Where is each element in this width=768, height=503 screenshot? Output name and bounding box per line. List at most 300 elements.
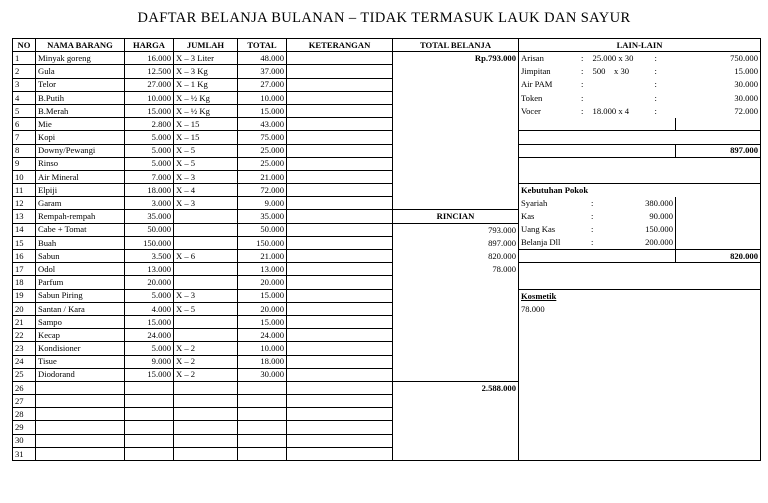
row-no: 21 (13, 315, 36, 328)
lain-value: 30.000 (676, 91, 761, 104)
table-row (13, 447, 761, 460)
row-harga (125, 421, 174, 434)
row-nama: Downy/Pewangi (36, 144, 125, 157)
row-total: 10.000 (238, 342, 287, 355)
lain-item-sep: : (581, 53, 584, 64)
row-total: 15.000 (238, 104, 287, 117)
lain-label (519, 91, 591, 104)
total-belanja-blank (393, 395, 519, 408)
row-keterangan (287, 302, 393, 315)
header-row (13, 39, 761, 52)
row-keterangan (287, 329, 393, 342)
lain-blank (519, 329, 761, 342)
row-no: 23 (13, 342, 36, 355)
row-total: 35.000 (238, 210, 287, 223)
row-total: 9.000 (238, 197, 287, 210)
row-keterangan (287, 368, 393, 381)
row-nama: Kecap (36, 329, 125, 342)
header-total: TOTAL (238, 39, 287, 52)
row-keterangan (287, 236, 393, 249)
row-total: 15.000 (238, 315, 287, 328)
document-title: DAFTAR BELANJA BULANAN – TIDAK TERMASUK LAUK DAN SAYUR (137, 10, 631, 26)
row-harga: 50.000 (125, 223, 174, 236)
row-jumlah (174, 395, 238, 408)
row-keterangan (287, 434, 393, 447)
row-jumlah: X – 3 (174, 289, 238, 302)
row-harga: 5.000 (125, 144, 174, 157)
row-no: 5 (13, 104, 36, 117)
row-total: 24.000 (238, 329, 287, 342)
row-total: 72.000 (238, 184, 287, 197)
row-harga: 27.000 (125, 78, 174, 91)
lain-label (519, 52, 591, 65)
lain-blank (676, 197, 761, 210)
table-row (13, 91, 761, 104)
total-belanja-value: Rp.793.000 (393, 52, 519, 65)
table-row (13, 250, 761, 263)
total-belanja-blank (393, 355, 519, 368)
row-total: 37.000 (238, 65, 287, 78)
row-no: 26 (13, 381, 36, 394)
row-keterangan (287, 421, 393, 434)
kebutuhan-value: 200.000 (645, 237, 673, 248)
kebutuhan-label: Kas (521, 211, 535, 222)
lain-blank (519, 355, 761, 368)
row-keterangan (287, 408, 393, 421)
row-keterangan (287, 118, 393, 131)
lain-item-sep2: : (654, 66, 657, 77)
kebutuhan-sep: : (591, 198, 594, 209)
row-jumlah: X – 15 (174, 118, 238, 131)
table-row (13, 381, 761, 394)
row-harga: 5.000 (125, 131, 174, 144)
row-harga (125, 395, 174, 408)
row-jumlah (174, 263, 238, 276)
row-nama: Telor (36, 78, 125, 91)
lain-blank (519, 421, 761, 434)
kebutuhan-value: 90.000 (649, 211, 673, 222)
row-jumlah (174, 315, 238, 328)
row-keterangan (287, 395, 393, 408)
lain-item-detail: 25.000 x 30 (592, 53, 634, 64)
total-belanja-blank (393, 91, 519, 104)
total-belanja-blank (393, 434, 519, 447)
row-keterangan (287, 197, 393, 210)
total-belanja-blank (393, 408, 519, 421)
row-jumlah: X – 4 (174, 184, 238, 197)
row-nama (36, 381, 125, 394)
table-row (13, 223, 761, 236)
row-harga: 18.000 (125, 184, 174, 197)
header-lain-lain: LAIN-LAIN (519, 39, 761, 52)
kebutuhan-sep: : (591, 237, 594, 248)
row-harga: 5.000 (125, 342, 174, 355)
header-keterangan: KETERANGAN (287, 39, 393, 52)
table-row (13, 197, 761, 210)
lain-detail (591, 104, 676, 117)
row-harga: 13.000 (125, 263, 174, 276)
total-belanja-blank (393, 276, 519, 289)
row-harga: 15.000 (125, 368, 174, 381)
row-no: 20 (13, 302, 36, 315)
row-jumlah: X – 1 Kg (174, 78, 238, 91)
row-total (238, 395, 287, 408)
row-keterangan (287, 210, 393, 223)
total-belanja-blank (393, 315, 519, 328)
table-row (13, 302, 761, 315)
row-nama: Sabun (36, 250, 125, 263)
total-belanja-blank (393, 170, 519, 183)
rincian-item: 793.000 (393, 223, 519, 236)
row-harga (125, 434, 174, 447)
total-belanja-blank (393, 342, 519, 355)
lain-detail (591, 91, 676, 104)
row-jumlah (174, 408, 238, 421)
row-jumlah: X – 3 Kg (174, 65, 238, 78)
kebutuhan-title: Kebutuhan Pokok (519, 184, 761, 197)
row-jumlah: X – 5 (174, 157, 238, 170)
total-belanja-blank (393, 421, 519, 434)
row-harga: 10.000 (125, 91, 174, 104)
row-no: 27 (13, 395, 36, 408)
lain-item-detail: 18.000 x 4 (592, 105, 630, 116)
total-belanja-blank (393, 104, 519, 117)
lain-item-sep: : (581, 105, 584, 116)
kosmetik-title: Kosmetik (519, 289, 761, 302)
row-no: 14 (13, 223, 36, 236)
row-nama (36, 434, 125, 447)
lain-blank (519, 447, 761, 460)
row-jumlah: X – 3 (174, 170, 238, 183)
row-harga: 4.000 (125, 302, 174, 315)
row-total: 43.000 (238, 118, 287, 131)
row-no: 8 (13, 144, 36, 157)
kebutuhan-total: 820.000 (676, 250, 761, 263)
row-no: 4 (13, 91, 36, 104)
lain-blank (519, 250, 676, 263)
row-harga (125, 408, 174, 421)
header-harga: HARGA (125, 39, 174, 52)
lain-item-sep2: : (654, 79, 657, 90)
kebutuhan-item (519, 197, 676, 210)
row-harga: 5.000 (125, 157, 174, 170)
row-no: 2 (13, 65, 36, 78)
row-harga: 150.000 (125, 236, 174, 249)
table-row (13, 329, 761, 342)
row-harga: 15.000 (125, 315, 174, 328)
row-no: 24 (13, 355, 36, 368)
lain-item-label: Jimpitan (521, 66, 551, 77)
row-total: 48.000 (238, 52, 287, 65)
row-harga: 2.800 (125, 118, 174, 131)
row-keterangan (287, 104, 393, 117)
lain-blank (676, 210, 761, 223)
lain-detail (591, 52, 676, 65)
row-total: 20.000 (238, 276, 287, 289)
lain-blank (519, 157, 761, 170)
row-harga: 35.000 (125, 210, 174, 223)
row-no: 18 (13, 276, 36, 289)
table-row (13, 170, 761, 183)
row-no: 10 (13, 170, 36, 183)
row-nama: B.Merah (36, 104, 125, 117)
lain-label (519, 65, 591, 78)
row-jumlah: X – 6 (174, 250, 238, 263)
row-keterangan (287, 223, 393, 236)
row-no: 12 (13, 197, 36, 210)
row-no: 31 (13, 447, 36, 460)
lain-subtotal: 897.000 (676, 144, 761, 157)
row-total (238, 381, 287, 394)
table-row (13, 236, 761, 249)
total-belanja-blank (393, 289, 519, 302)
row-keterangan (287, 78, 393, 91)
row-harga: 5.000 (125, 289, 174, 302)
kebutuhan-label: Uang Kas (521, 224, 556, 235)
row-no: 19 (13, 289, 36, 302)
lain-item-detail (593, 80, 655, 89)
row-jumlah (174, 236, 238, 249)
kebutuhan-value: 150.000 (645, 224, 673, 235)
row-nama: Buah (36, 236, 125, 249)
table-row (13, 131, 761, 144)
row-harga: 20.000 (125, 276, 174, 289)
row-keterangan (287, 184, 393, 197)
table-row (13, 52, 761, 65)
lain-blank (519, 368, 761, 381)
row-no: 7 (13, 131, 36, 144)
lain-item-sep2: : (654, 53, 657, 64)
total-belanja-blank (393, 329, 519, 342)
header-jumlah: JUMLAH (174, 39, 238, 52)
row-nama: Air Mineral (36, 170, 125, 183)
row-nama: Cabe + Tomat (36, 223, 125, 236)
table-row (13, 408, 761, 421)
lain-item-label: Air PAM (521, 79, 553, 90)
lain-label (519, 78, 591, 91)
row-harga: 16.000 (125, 52, 174, 65)
row-harga: 24.000 (125, 329, 174, 342)
lain-blank (519, 144, 676, 157)
kosmetik-value: 78.000 (519, 302, 761, 315)
row-harga: 3.500 (125, 250, 174, 263)
lain-blank (676, 236, 761, 249)
table-row (13, 395, 761, 408)
total-belanja-blank (393, 144, 519, 157)
table-row (13, 355, 761, 368)
total-belanja-blank (393, 157, 519, 170)
row-harga: 15.000 (125, 104, 174, 117)
header-total-belanja: TOTAL BELANJA (393, 39, 519, 52)
table-row (13, 210, 761, 223)
total-belanja-blank (393, 302, 519, 315)
row-harga: 9.000 (125, 355, 174, 368)
row-no: 9 (13, 157, 36, 170)
row-no: 22 (13, 329, 36, 342)
row-total (238, 421, 287, 434)
row-jumlah (174, 329, 238, 342)
row-total: 13.000 (238, 263, 287, 276)
lain-blank (519, 170, 761, 183)
kebutuhan-value: 380.000 (645, 198, 673, 209)
row-total: 30.000 (238, 368, 287, 381)
row-total: 10.000 (238, 91, 287, 104)
kebutuhan-item (519, 236, 676, 249)
row-total: 50.000 (238, 223, 287, 236)
lain-value: 72.000 (676, 104, 761, 117)
lain-blank (519, 395, 761, 408)
row-total: 150.000 (238, 236, 287, 249)
row-jumlah: X – 15 (174, 131, 238, 144)
kebutuhan-sep: : (591, 224, 594, 235)
table-row (13, 78, 761, 91)
lain-item-detail (593, 94, 655, 103)
table-row (13, 289, 761, 302)
row-no: 15 (13, 236, 36, 249)
row-nama (36, 408, 125, 421)
grand-total: 2.588.000 (393, 381, 519, 394)
lain-item-label: Arisan (521, 53, 544, 64)
row-total (238, 447, 287, 460)
lain-item-sep: : (581, 92, 584, 103)
kebutuhan-label: Belanja Dll (521, 237, 561, 248)
row-nama: Kopi (36, 131, 125, 144)
row-harga: 12.500 (125, 65, 174, 78)
total-belanja-blank (393, 78, 519, 91)
row-no: 29 (13, 421, 36, 434)
lain-blank (519, 315, 761, 328)
table-row (13, 65, 761, 78)
row-harga (125, 447, 174, 460)
row-total: 75.000 (238, 131, 287, 144)
row-nama: B.Putih (36, 91, 125, 104)
total-belanja-blank (393, 184, 519, 197)
row-keterangan (287, 144, 393, 157)
row-jumlah (174, 210, 238, 223)
row-jumlah: X – 2 (174, 368, 238, 381)
row-no: 13 (13, 210, 36, 223)
row-keterangan (287, 342, 393, 355)
total-belanja-blank (393, 368, 519, 381)
lain-label (519, 104, 591, 117)
table-row (13, 118, 761, 131)
lain-detail (591, 78, 676, 91)
row-keterangan (287, 65, 393, 78)
total-belanja-blank (393, 131, 519, 144)
row-jumlah (174, 434, 238, 447)
header-nama: NAMA BARANG (36, 39, 125, 52)
lain-item-label: Token (521, 92, 543, 103)
lain-item-sep2: : (654, 105, 657, 116)
row-nama: Rempah-rempah (36, 210, 125, 223)
row-harga (125, 381, 174, 394)
lain-item-label: Vocer (521, 105, 541, 116)
row-keterangan (287, 276, 393, 289)
row-jumlah: X – 5 (174, 302, 238, 315)
row-jumlah: X – 2 (174, 342, 238, 355)
row-total (238, 408, 287, 421)
row-keterangan (287, 52, 393, 65)
row-no: 28 (13, 408, 36, 421)
table-row (13, 421, 761, 434)
row-keterangan (287, 157, 393, 170)
row-nama: Diodorand (36, 368, 125, 381)
row-jumlah: X – 5 (174, 144, 238, 157)
row-keterangan (287, 91, 393, 104)
table-row (13, 315, 761, 328)
kebutuhan-sep: : (591, 211, 594, 222)
row-nama: Minyak goreng (36, 52, 125, 65)
row-total (238, 434, 287, 447)
row-jumlah: X – ½ Kg (174, 91, 238, 104)
row-nama: Kondisioner (36, 342, 125, 355)
lain-value: 30.000 (676, 78, 761, 91)
row-harga: 3.000 (125, 197, 174, 210)
rincian-label: RINCIAN (393, 210, 519, 223)
row-keterangan (287, 289, 393, 302)
row-jumlah: X – ½ Kg (174, 104, 238, 117)
row-nama: Sabun Piring (36, 289, 125, 302)
row-jumlah (174, 447, 238, 460)
row-total: 25.000 (238, 144, 287, 157)
table-row (13, 276, 761, 289)
lain-blank (519, 408, 761, 421)
row-total: 15.000 (238, 289, 287, 302)
lain-detail (591, 65, 676, 78)
row-nama: Elpiji (36, 184, 125, 197)
row-jumlah: X – 2 (174, 355, 238, 368)
row-nama: Rinso (36, 157, 125, 170)
total-belanja-blank (393, 447, 519, 460)
lain-blank (519, 118, 676, 131)
row-keterangan (287, 263, 393, 276)
lain-blank (676, 223, 761, 236)
row-total: 18.000 (238, 355, 287, 368)
row-no: 6 (13, 118, 36, 131)
row-harga: 7.000 (125, 170, 174, 183)
lain-item-sep2: : (654, 92, 657, 103)
row-jumlah (174, 421, 238, 434)
lain-item-detail: 500 x 30 (592, 66, 630, 77)
row-nama: Santan / Kara (36, 302, 125, 315)
row-keterangan (287, 131, 393, 144)
row-jumlah: X – 3 (174, 197, 238, 210)
row-nama: Odol (36, 263, 125, 276)
total-belanja-blank (393, 197, 519, 210)
table-row (13, 368, 761, 381)
row-nama (36, 421, 125, 434)
row-jumlah (174, 223, 238, 236)
row-nama: Parfum (36, 276, 125, 289)
row-total: 21.000 (238, 250, 287, 263)
lain-value: 15.000 (676, 65, 761, 78)
row-nama (36, 447, 125, 460)
kebutuhan-item (519, 223, 676, 236)
row-nama: Garam (36, 197, 125, 210)
row-no: 1 (13, 52, 36, 65)
row-keterangan (287, 355, 393, 368)
row-total: 21.000 (238, 170, 287, 183)
rincian-item: 820.000 (393, 250, 519, 263)
total-belanja-blank (393, 118, 519, 131)
row-keterangan (287, 250, 393, 263)
lain-blank (676, 118, 761, 131)
lain-blank (519, 263, 761, 276)
row-nama: Sampo (36, 315, 125, 328)
lain-item-sep: : (581, 66, 584, 77)
rincian-item: 897.000 (393, 236, 519, 249)
lain-blank (519, 276, 761, 289)
